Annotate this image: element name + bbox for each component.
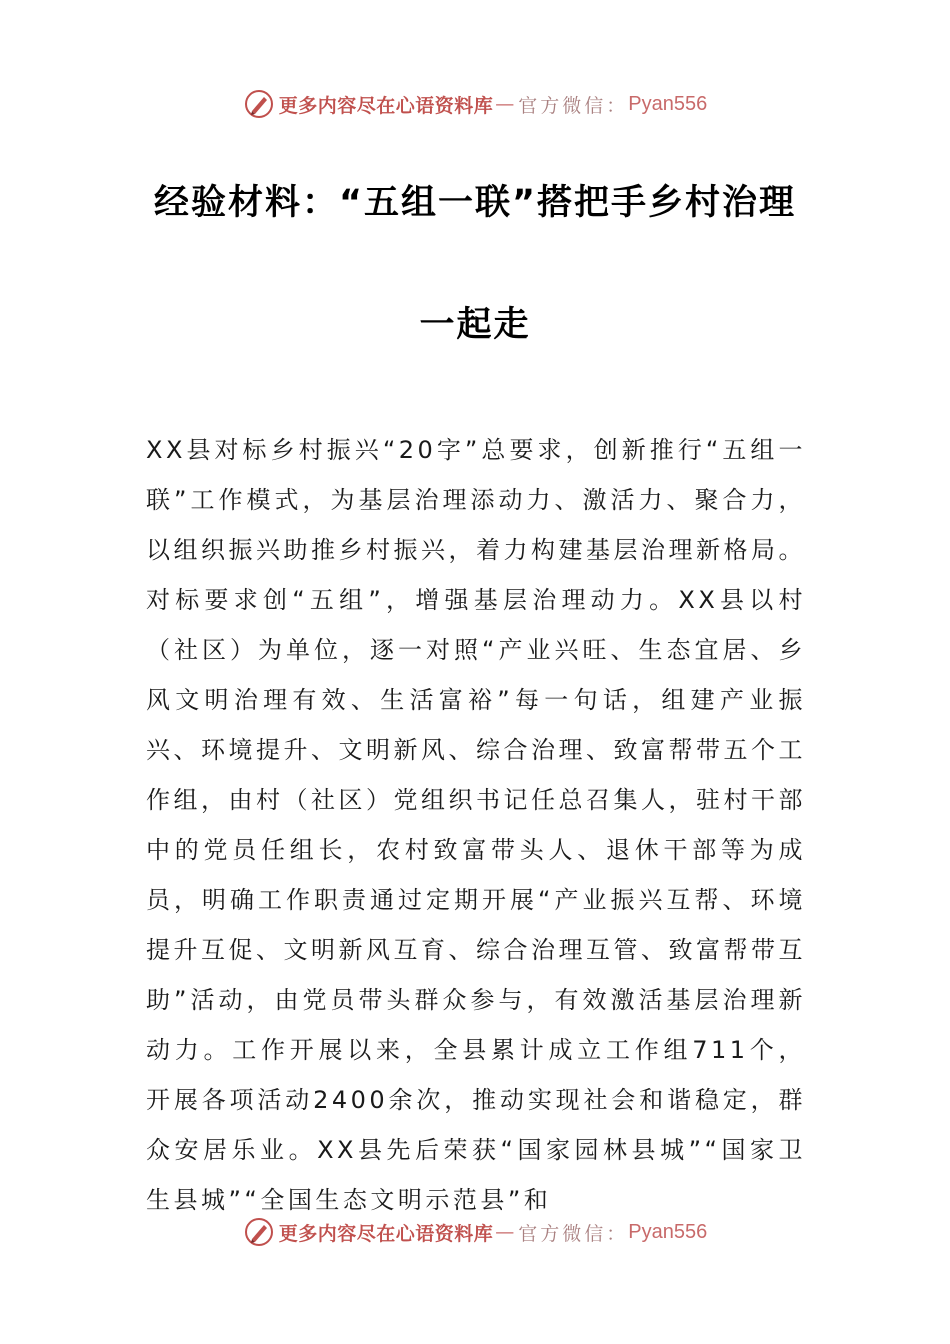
watermark-label: 官方微信： (518, 94, 629, 117)
watermark-site-name: 更多内容尽在心语资料库 (278, 1222, 494, 1245)
watermark-dash: — (495, 93, 515, 115)
pen-logo-icon (243, 1216, 275, 1248)
watermark-wechat-id: Pyan556 (628, 1220, 708, 1243)
watermark-dash: — (495, 1221, 515, 1243)
header-watermark (0, 84, 950, 124)
watermark-site-name: 更多内容尽在心语资料库 (278, 94, 494, 117)
document-title-line-1: 经验材料：“五组一联”搭把手乡村治理 (153, 183, 796, 223)
watermark-wechat-id: Pyan556 (628, 92, 708, 115)
paragraph-intro: XX县对标乡村振兴“20字”总要求，创新推行“五组一联”工作模式，为基层治理添动力、激活力、聚合力，以组织振兴助推乡村振兴，着力构建基层治理新格局。 (146, 436, 806, 564)
paragraph-five-groups: 对标要求创“五组”，增强基层治理动力。XX县以村（社区）为单位，逐一对照“产业兴旺、生态宜居、乡风文明治理有效、生活富裕”每一句话，组建产业振兴、环境提升、文明新风、综合治理、致富帮带五个工作组，由村（社区）党组织书记任总召集人，驻村干部中的党员任组长，农村致富带头人、退休干部等为成员，明确工作职责通过定期开展“产业振兴互帮、环境提升互促、文明新风互育、综合治理互管、致富帮带互助”活动，由党员带头群众参与，有效激活基层治理新动力。工作开展以来，全县累计成立工作组711个，开展各项活动2400余次，推动实现社会和谐稳定，群众安居乐业。XX县先后荣获“国家园林县城”“国家卫生县城”“全国生态文明示范县”和 (146, 586, 806, 1214)
pen-logo-icon (243, 88, 275, 120)
watermark-label: 官方微信： (518, 1222, 629, 1245)
document-title-line-2: 一起走 (419, 305, 531, 345)
document-body (146, 425, 806, 1225)
footer-watermark (0, 1212, 950, 1252)
